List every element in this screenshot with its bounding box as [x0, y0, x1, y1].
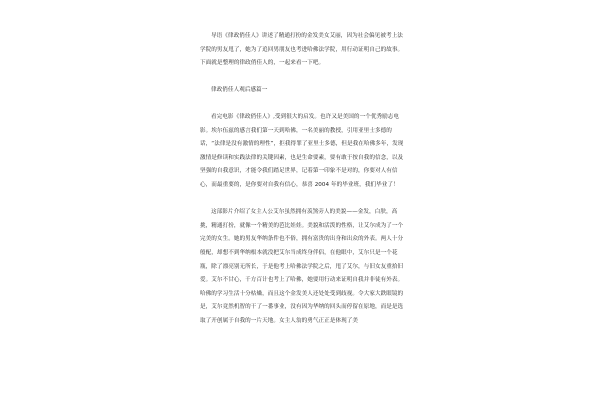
article-body [200, 30, 405, 328]
body-paragraph-1: 看完电影《律政俏佳人》,受到很大的启发。也许又是美国的一个优秀励志电影。埃尔伍兹的感言我们第一天到哈佛，一名美丽的教授，引用亚里士多德的话，“法律是没有激情的理性”，拒我得罪了亚里士多德，但是我在哈佛多年，发现激情是修读和实践法律的关键因素，也是生命要素，要有敢于按自我的信念，以及坚强的自我意识，才能令我们踏足世界，记着第一印象不是对的，你要对人有信心，而最重要的，是你要对自我有信心，恭喜 2004 年的毕业班，我们毕业了！ [200, 113, 404, 188]
body-paragraph-2: 这部影片介绍了女主人公艾尔虽然拥有羡煞旁人的美貌——金发，白肤，高挑，精通打扮，就像一个精美的芭比娃娃。美貌和活泼的性格，让艾尔成为了一个完美的女生。她的男友华纳条件也不俗，拥有富贵的出身和出众的外表。两人十分般配，却想不到华纳根本就没把艾尔当成终身伴侣，在他眼中，艾尔只是一个花瓶，除了漂亮别无所长，于是他考上哈佛法学院之后，甩了艾尔，与旧女友重拾旧爱。艾尔不甘心，千方百计也考上了哈佛，她要用行动来证明自我并非徒有外表。哈佛的学习生活十分枯燥，而且这个金发美人还处处受到歧视。令大家大跌眼镜的是，艾尔竟然机智的干了一番事业，没有因为华纳的回头而停留在原地，而是是选取了开创属于自我的一片天地。女主人翁的勇气正正是体现了美 [200, 209, 404, 324]
intro-paragraph: 导语《律政俏佳人》讲述了精通打扮的金发美女艾丽，因为社会偏见被考上法学院的男友甩了，她为了追回男朋友也考进哈佛法学院，用行动证明自己的故事。下面就是整理的律政俏佳人的，一起来看一下吧。 [200, 33, 404, 67]
section-heading: 律政俏佳人观后感篇一 [211, 86, 268, 93]
